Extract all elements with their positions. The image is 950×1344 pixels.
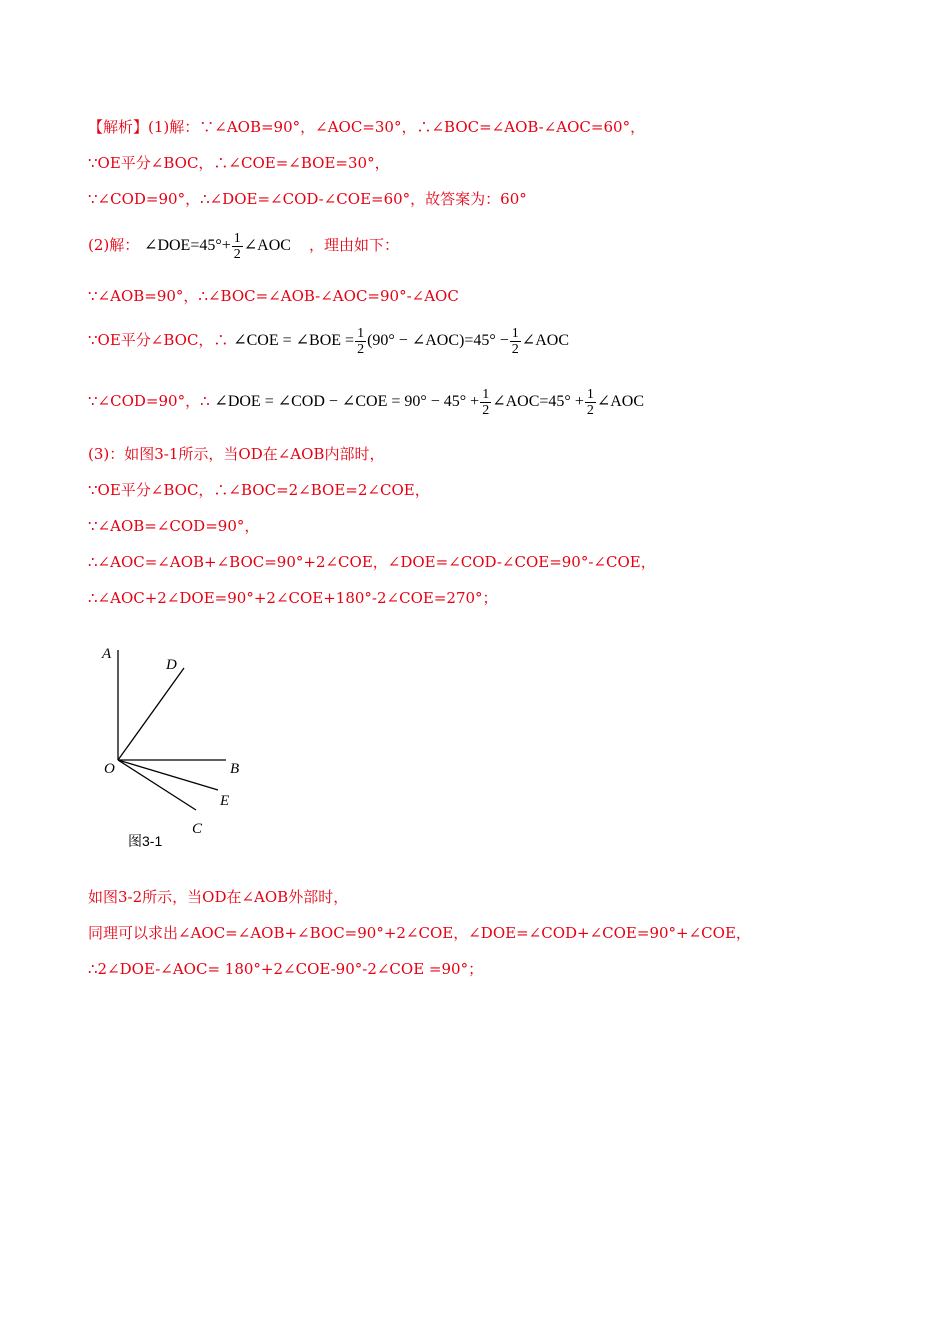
line-6 [88, 320, 569, 361]
numerator: 1 [511, 325, 519, 341]
label-e: E [220, 793, 230, 809]
line-2: ∵OE平分∠BOC，∴∠COE=∠BOE=30°， [88, 154, 390, 172]
line-10: ∵∠AOB=∠COD=90°， [88, 517, 260, 535]
formula-doe [144, 230, 295, 262]
denominator: 2 [511, 341, 519, 357]
formula-text: ∠AOC [243, 237, 291, 254]
denominator: 2 [586, 402, 594, 418]
fraction [510, 326, 521, 357]
numerator: 1 [357, 325, 365, 341]
line-11: ∴∠AOC=∠AOB+∠BOC=90°+2∠COE，∠DOE=∠COD-∠COE=90°-∠COE， [88, 553, 656, 571]
figure-caption: 图3-1 [128, 833, 163, 849]
label-c: C [192, 821, 203, 837]
ray-od [118, 668, 184, 760]
line-3: ∵∠COD=90°，∴∠DOE=∠COD-∠COE=60°，故答案为：60° [88, 190, 527, 208]
formula-text: ∠DOE = ∠COD − ∠COE = 90° − 45° + [214, 393, 480, 410]
formula-coe [233, 325, 569, 357]
label-o: O [104, 761, 115, 777]
numerator: 1 [482, 386, 490, 402]
line-9: ∵OE平分∠BOC，∴∠BOC=2∠BOE=2∠COE， [88, 481, 430, 499]
ray-oc [118, 760, 196, 810]
reason-text: ，理由如下： [308, 236, 399, 254]
label-b: B [230, 761, 240, 777]
fraction [232, 231, 243, 262]
denominator: 2 [482, 402, 490, 418]
line-8: (3)：如图3-1所示，当OD在∠AOB内部时， [88, 445, 385, 463]
label-d: D [166, 657, 177, 673]
line-15: ∴2∠DOE-∠AOC= 180°+2∠COE-90°-2∠COE =90°； [88, 960, 484, 978]
line-5: ∵∠AOB=90°，∴∠BOC=∠AOB-∠AOC=90°-∠AOC [88, 287, 459, 305]
fraction [585, 387, 596, 418]
fraction [480, 387, 491, 418]
line-1: 【解析】(1)解：∵∠AOB=90°，∠AOC=30°，∴∠BOC=∠AOB-∠AOC=60°， [88, 118, 646, 136]
denominator: 2 [233, 246, 241, 262]
formula-text: ∠AOC [596, 393, 645, 410]
line-6-text: ∵OE平分∠BOC，∴ [88, 331, 229, 349]
numerator: 1 [586, 386, 594, 402]
line-13: 如图3-2所示，当OD在∠AOB外部时， [88, 888, 349, 906]
label-a: A [102, 646, 112, 662]
denominator: 2 [357, 341, 365, 357]
line-7 [88, 381, 644, 422]
numerator: 1 [233, 230, 241, 246]
part-2-label: (2)解： [88, 236, 140, 254]
formula-text: ∠DOE=45°+ [144, 237, 231, 254]
line-12: ∴∠AOC+2∠DOE=90°+2∠COE+180°-2∠COE=270°； [88, 589, 498, 607]
line-7-text: ∵∠COD=90°，∴ [88, 392, 210, 410]
line-4 [88, 225, 399, 266]
formula-text: ∠COE = ∠BOE = [233, 332, 355, 349]
line-14: 同理可以求出∠AOC=∠AOB+∠BOC=90°+2∠COE，∠DOE=∠COD+∠COE=90°+∠COE， [88, 924, 751, 942]
ray-oe [118, 760, 218, 790]
angle-figure [96, 640, 256, 860]
formula-text: ∠AOC [521, 332, 569, 349]
formula-text: (90° − ∠AOC)=45° − [367, 332, 509, 349]
formula-text: ∠AOC=45° + [492, 393, 584, 410]
formula-doe-2 [214, 386, 645, 418]
fraction [355, 326, 366, 357]
